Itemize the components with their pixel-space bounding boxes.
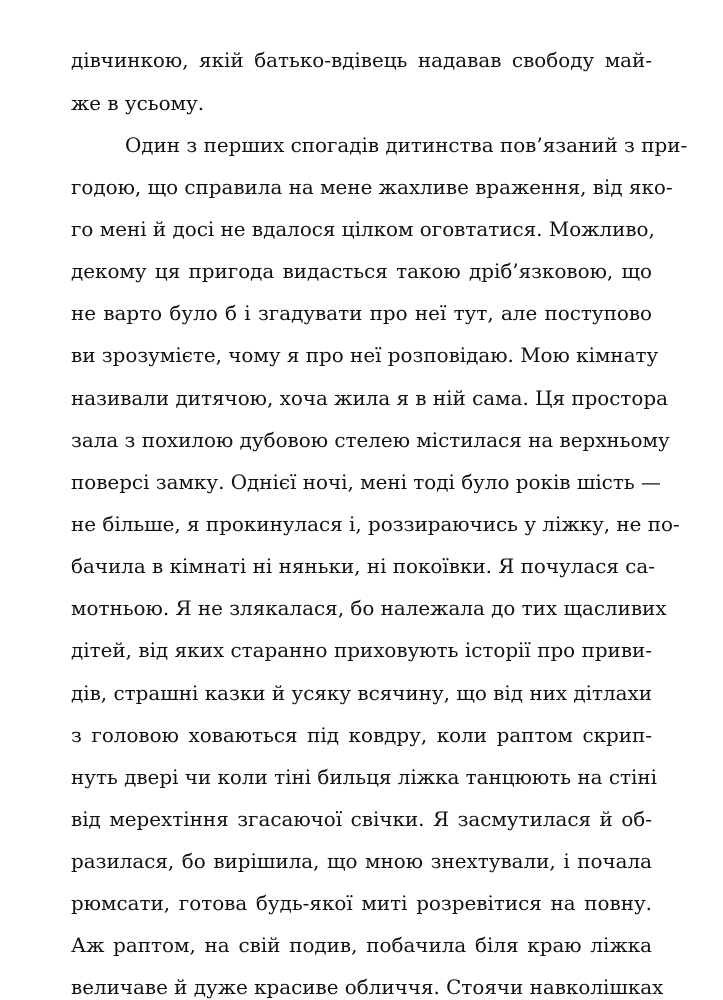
text-line: величаве й дуже красиве обличчя. Стоячи навколішках [71,976,664,999]
text-line: дів, страшні казки й усяку всячину, що від них дітлахи [71,682,652,705]
text-line: дівчинкою, якій батько-вдівець надавав свободу май- [71,49,652,72]
text-line: називали дитячою, хоча жила я в ній сама. Ця простора [71,387,668,410]
text-line: зала з похилою дубовою стелею містилася на верхньому [71,429,670,452]
text-line: ви зрозумієте, чому я про неї розповідаю. Мою кімнату [71,344,659,367]
text-line: рюмсати, готова будь-якої миті розревітися на повну. [71,892,652,915]
text-line: не варто було б і згадувати про неї тут, але поступово [71,302,652,325]
text-line: же в усьому. [71,92,205,115]
text-line: бачила в кімнаті ні няньки, ні покоївки. Я почулася са- [71,555,655,578]
text-line: мотньою. Я не злякалася, бо належала до тих щасливих [71,597,667,620]
text-line: нуть двері чи коли тіні бильця ліжка танцюють на стіні [71,766,657,789]
text-line: дітей, від яких старанно приховують історії про приви- [71,639,652,662]
text-line: декому ця пригода видасться такою дріб’язковою, що [71,260,652,283]
text-line: Аж раптом, на свій подив, побачила біля краю ліжка [71,934,652,957]
text-line: поверсі замку. Однієї ночі, мені тоді було років шість — [71,471,661,494]
text-line: Один з перших спогадів дитинства пов’язаний з при- [125,134,688,157]
text-line: не більше, я прокинулася і, роззираючись у ліжку, не по- [71,513,680,536]
text-line: від мерехтіння згасаючої свічки. Я засмутилася й об- [71,808,652,831]
text-line: го мені й досі не вдалося цілком оговтатися. Можливо, [71,218,655,241]
text-line: годою, що справила на мене жахливе враження, від яко- [71,176,673,199]
text-line: з головою ховаються під ковдру, коли раптом скрип- [71,724,652,747]
text-line: разилася, бо вирішила, що мною знехтували, і почала [71,850,652,873]
